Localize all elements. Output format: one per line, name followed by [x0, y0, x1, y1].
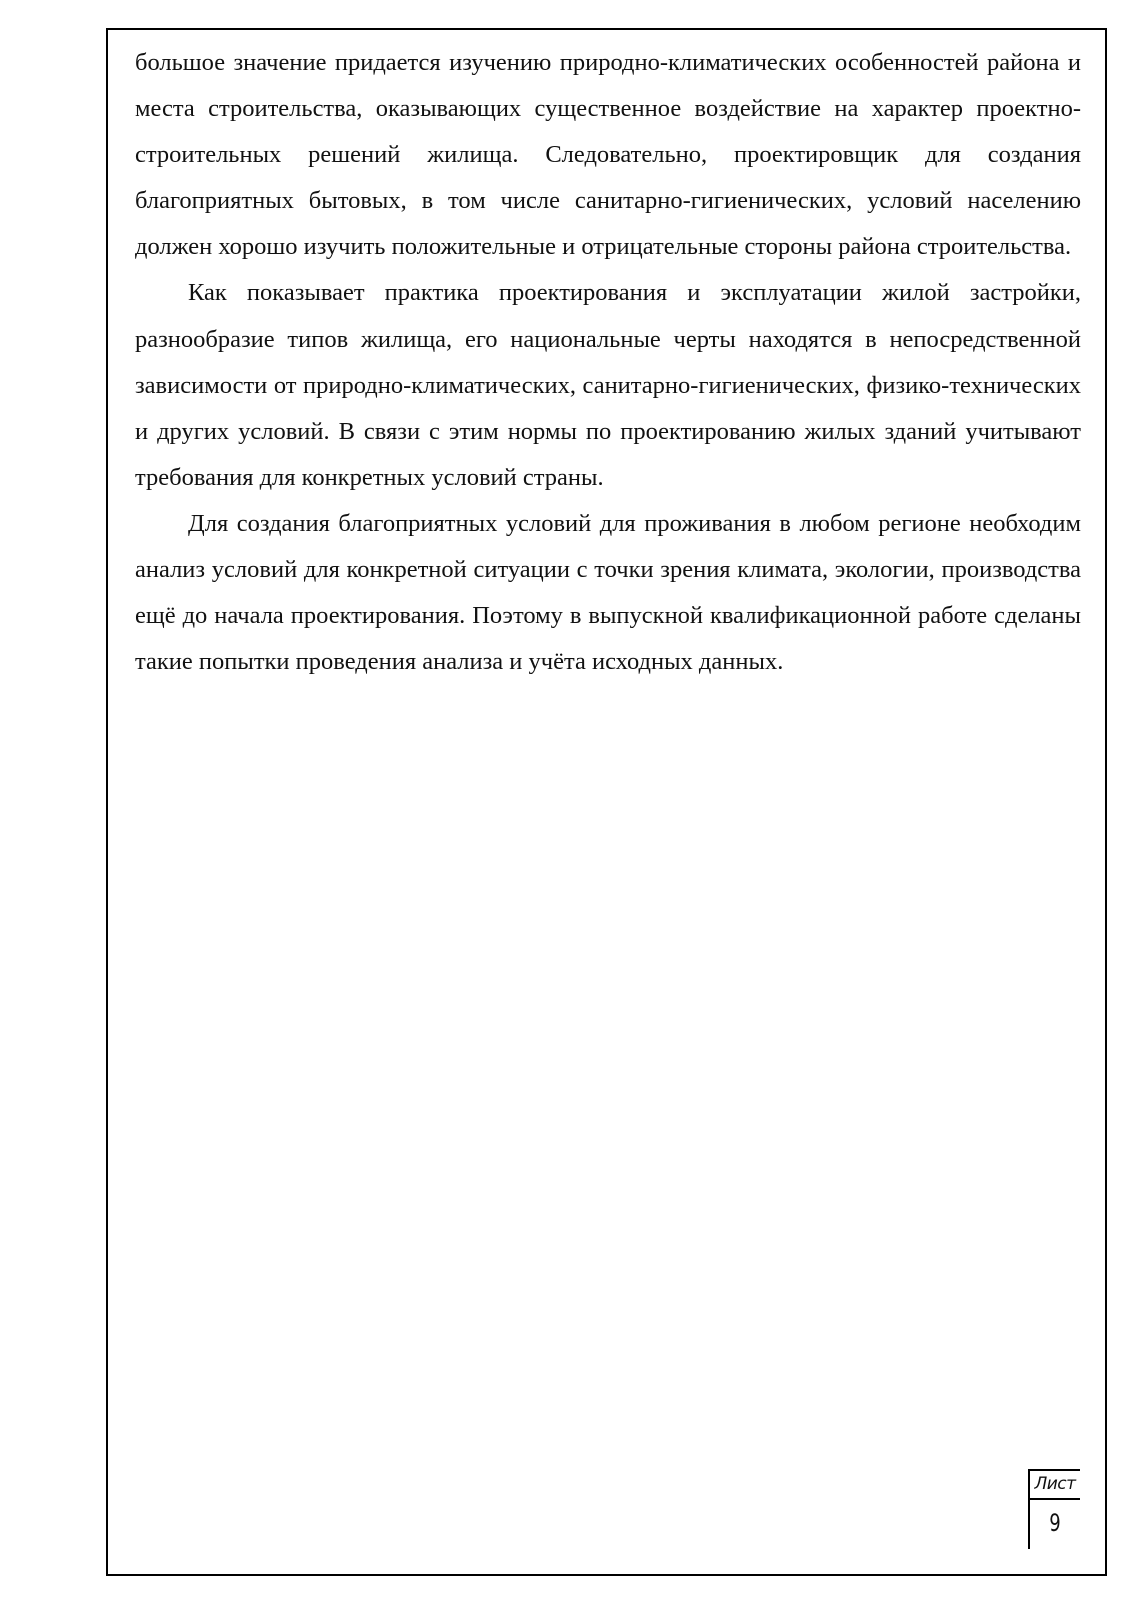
- paragraph-2: Как показывает практика проектирования и эксплуатации жилой застройки, разнообразие типов жилища, его национальные черты находятся в непосредственной зависимости от природно-климатических, санитарно-гигиенических, физико-технических и других условий. В связи с этим нормы по проектированию жилых зданий учитывают требования для конкретных условий страны.: [135, 279, 1081, 491]
- paragraph-3: Для создания благоприятных условий для проживания в любом регионе необходим анализ условий для конкретной ситуации с точки зрения климата, экологии, производства ещё до начала проектирования. Поэтому в выпускной квалификационной работе сделаны такие попытки проведения анализа и учёта исходных данных.: [135, 509, 1081, 676]
- sheet-number-stamp: [1028, 1469, 1080, 1549]
- body-text: [135, 40, 1081, 685]
- sheet-label: Лист: [1030, 1471, 1080, 1500]
- paragraph-1: большое значение придается изучению природно-климатических особенностей района и места строительства, оказывающих существенное воздействие на характер проектно-строительных решений жилища. Следовательно, проектировщик для создания благоприятных бытовых, в том числе санитарно-гигиенических, условий населению должен хорошо изучить положительные и отрицательные стороны района строительства.: [135, 49, 1081, 261]
- sheet-number: 9: [1049, 1509, 1061, 1537]
